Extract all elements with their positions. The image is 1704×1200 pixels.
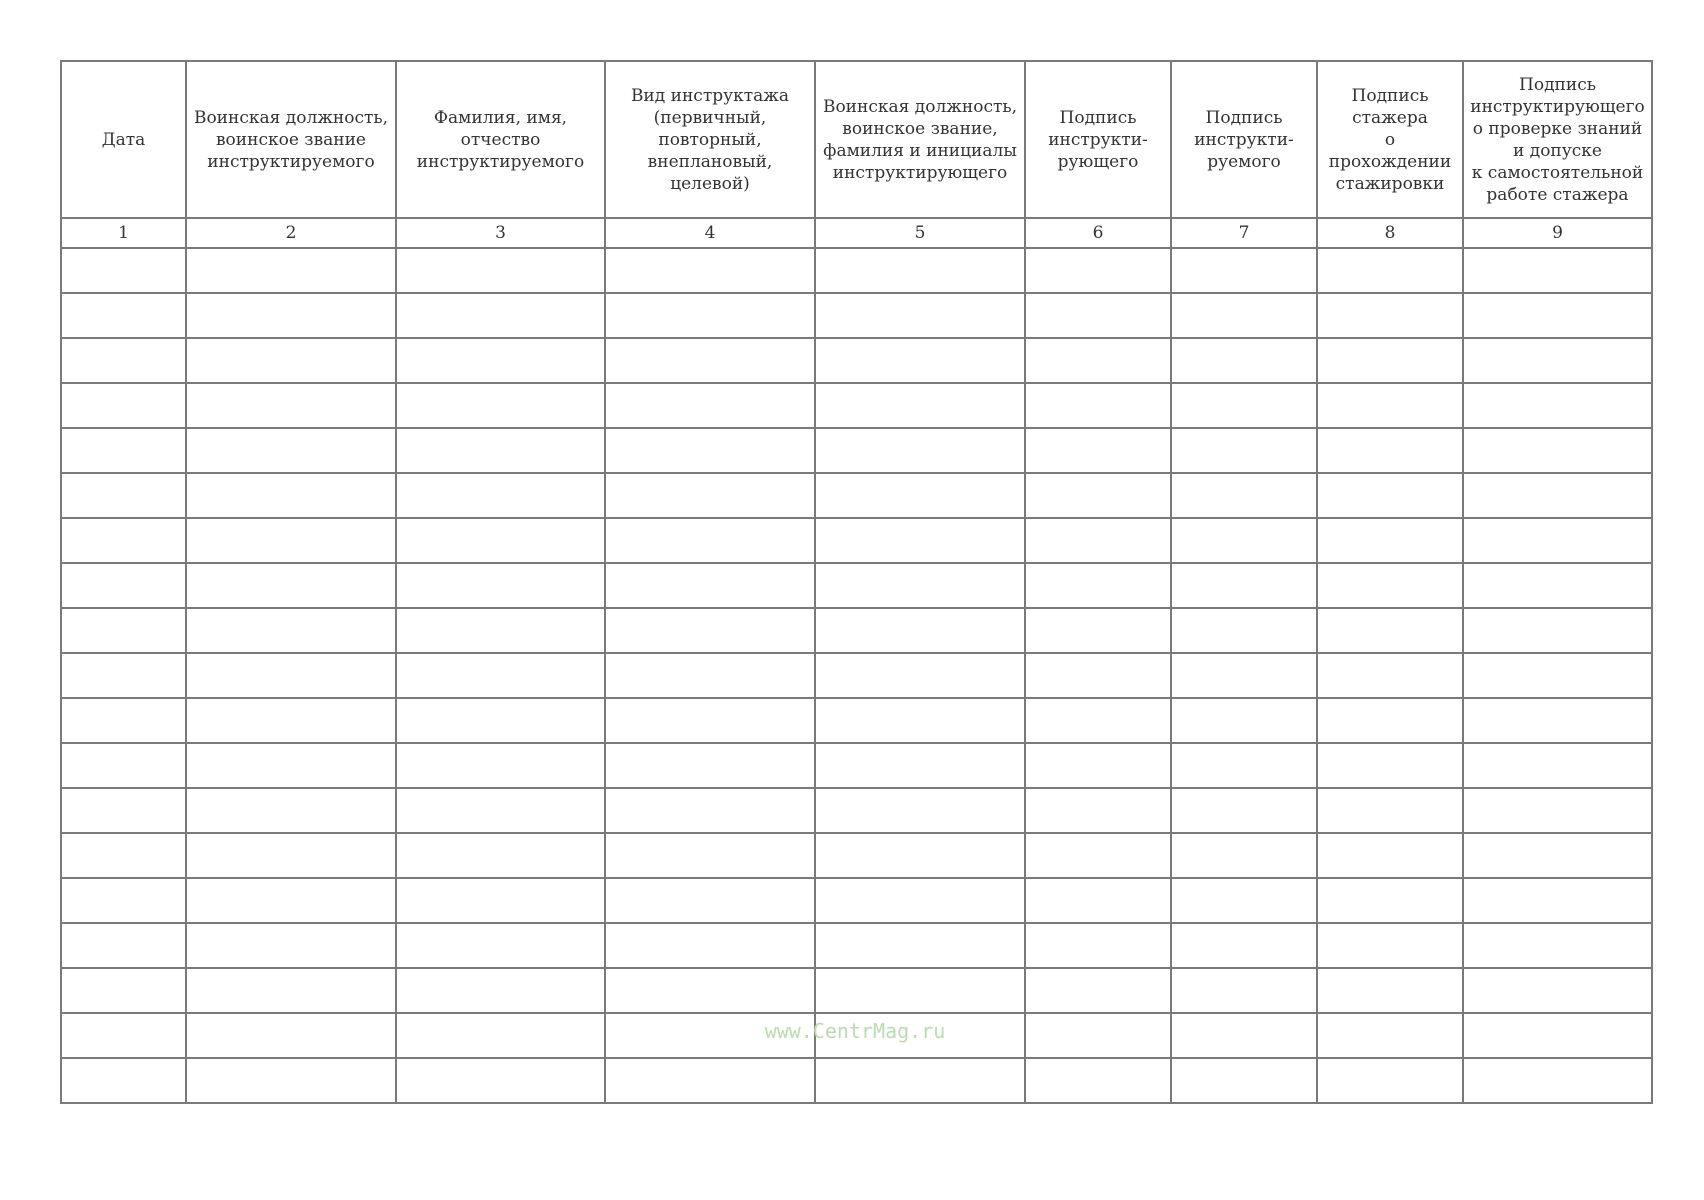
header-intern-signature: Подпись стажера о прохождении стажировки: [1317, 61, 1463, 218]
table-cell: [61, 338, 186, 383]
table-cell: [1463, 878, 1652, 923]
table-cell: [605, 383, 815, 428]
table-cell: [396, 1058, 605, 1103]
table-cell: [815, 518, 1025, 563]
table-cell: [61, 473, 186, 518]
table-cell: [1171, 608, 1317, 653]
table-cell: [396, 473, 605, 518]
table-cell: [1171, 1058, 1317, 1103]
table-cell: [1463, 563, 1652, 608]
header-date: Дата: [61, 61, 186, 218]
column-number: 4: [605, 218, 815, 248]
table-cell: [815, 653, 1025, 698]
table-cell: [186, 833, 396, 878]
table-cell: [1171, 923, 1317, 968]
table-cell: [1317, 473, 1463, 518]
table-cell: [1463, 923, 1652, 968]
table-row: [61, 653, 1652, 698]
table-cell: [1171, 248, 1317, 293]
table-cell: [605, 968, 815, 1013]
table-cell: [396, 878, 605, 923]
column-number: 6: [1025, 218, 1171, 248]
table-cell: [1025, 293, 1171, 338]
table-cell: [61, 833, 186, 878]
column-number: 3: [396, 218, 605, 248]
table-cell: [1171, 383, 1317, 428]
table-cell: [1317, 428, 1463, 473]
table-cell: [1463, 788, 1652, 833]
table-cell: [1317, 698, 1463, 743]
table-cell: [396, 968, 605, 1013]
table-cell: [1317, 833, 1463, 878]
table-cell: [1171, 338, 1317, 383]
column-number: 7: [1171, 218, 1317, 248]
table-cell: [1317, 383, 1463, 428]
table-cell: [1025, 788, 1171, 833]
table-cell: [1171, 293, 1317, 338]
table-cell: [1317, 1058, 1463, 1103]
table-cell: [1463, 1013, 1652, 1058]
header-instructor-admission-signature: Подпись инструктирующего о проверке знаний и допуске к самостоятельной работе стажера: [1463, 61, 1652, 218]
table-cell: [605, 248, 815, 293]
table-cell: [1025, 473, 1171, 518]
table-cell: [605, 518, 815, 563]
table-cell: [605, 878, 815, 923]
column-number: 2: [186, 218, 396, 248]
column-number-row: [61, 218, 1652, 248]
table-cell: [186, 878, 396, 923]
table-cell: [186, 293, 396, 338]
table-cell: [1171, 698, 1317, 743]
table-cell: [186, 698, 396, 743]
table-cell: [396, 563, 605, 608]
table-cell: [605, 923, 815, 968]
table-cell: [61, 383, 186, 428]
table-cell: [186, 653, 396, 698]
table-cell: [186, 788, 396, 833]
table-cell: [815, 338, 1025, 383]
table-cell: [815, 563, 1025, 608]
table-cell: [605, 743, 815, 788]
table-cell: [1025, 1013, 1171, 1058]
table-row: [61, 428, 1652, 473]
table-cell: [1463, 1058, 1652, 1103]
table-row: [61, 788, 1652, 833]
table-cell: [1317, 743, 1463, 788]
table-cell: [61, 518, 186, 563]
table-row: [61, 338, 1652, 383]
table-cell: [61, 1013, 186, 1058]
table-cell: [1463, 968, 1652, 1013]
table-cell: [1025, 878, 1171, 923]
table-cell: [815, 1058, 1025, 1103]
table-cell: [1317, 338, 1463, 383]
table-cell: [396, 293, 605, 338]
table-cell: [396, 338, 605, 383]
table-cell: [396, 383, 605, 428]
table-cell: [396, 608, 605, 653]
table-cell: [815, 428, 1025, 473]
table-cell: [186, 968, 396, 1013]
table-cell: [1171, 878, 1317, 923]
table-cell: [1171, 428, 1317, 473]
table-cell: [815, 923, 1025, 968]
table-cell: [1317, 878, 1463, 923]
table-cell: [605, 338, 815, 383]
table-cell: [186, 338, 396, 383]
table-cell: [396, 518, 605, 563]
table-row: [61, 923, 1652, 968]
table-cell: [815, 878, 1025, 923]
table-cell: [1025, 518, 1171, 563]
table-cell: [1025, 248, 1171, 293]
table-cell: [186, 923, 396, 968]
header-trainee-full-name: Фамилия, имя, отчество инструктируемого: [396, 61, 605, 218]
column-number: 8: [1317, 218, 1463, 248]
table-cell: [1025, 833, 1171, 878]
table-cell: [61, 968, 186, 1013]
table-cell: [1463, 248, 1652, 293]
table-cell: [815, 968, 1025, 1013]
table-row: [61, 1058, 1652, 1103]
table-cell: [815, 293, 1025, 338]
table-cell: [605, 653, 815, 698]
table-row: [61, 608, 1652, 653]
table-cell: [186, 383, 396, 428]
table-cell: [61, 743, 186, 788]
table-cell: [61, 293, 186, 338]
table-cell: [1025, 608, 1171, 653]
table-cell: [396, 923, 605, 968]
table-cell: [1171, 968, 1317, 1013]
table-cell: [1317, 1013, 1463, 1058]
table-cell: [605, 293, 815, 338]
table-cell: [815, 698, 1025, 743]
table-cell: [815, 743, 1025, 788]
table-cell: [605, 833, 815, 878]
table-row: [61, 878, 1652, 923]
watermark: www.CentrMag.ru: [764, 1019, 946, 1043]
table-row: [61, 383, 1652, 428]
table-row: [61, 968, 1652, 1013]
table-cell: [1171, 653, 1317, 698]
table-cell: [1025, 968, 1171, 1013]
table-cell: [61, 698, 186, 743]
table-cell: [396, 1013, 605, 1058]
table-cell: [396, 788, 605, 833]
table-cell: [1463, 338, 1652, 383]
table-cell: [61, 428, 186, 473]
table-cell: [1025, 563, 1171, 608]
table-cell: [1463, 473, 1652, 518]
table-body: [61, 248, 1652, 1103]
table-cell: [815, 608, 1025, 653]
table-cell: [605, 563, 815, 608]
table-cell: [1171, 563, 1317, 608]
table-cell: [186, 1013, 396, 1058]
table-cell: [396, 428, 605, 473]
table-cell: [61, 608, 186, 653]
table-cell: [605, 608, 815, 653]
table-row: [61, 743, 1652, 788]
table-cell: [396, 833, 605, 878]
header-instruction-type: Вид инструктажа (первичный, повторный, внеплановый, целевой): [605, 61, 815, 218]
table-cell: [1025, 1058, 1171, 1103]
table-cell: [815, 788, 1025, 833]
table-cell: [605, 698, 815, 743]
table-cell: [1317, 518, 1463, 563]
table-cell: [1171, 1013, 1317, 1058]
table-cell: [1463, 653, 1652, 698]
table-cell: [815, 833, 1025, 878]
table-cell: [605, 788, 815, 833]
table-cell: [1463, 383, 1652, 428]
table-cell: [1463, 428, 1652, 473]
table-cell: [815, 473, 1025, 518]
table-cell: [1463, 293, 1652, 338]
column-number: 1: [61, 218, 186, 248]
table-cell: [605, 1058, 815, 1103]
header-row: [61, 61, 1652, 218]
table-cell: [186, 428, 396, 473]
table-cell: [396, 653, 605, 698]
table-row: [61, 833, 1652, 878]
table-cell: [396, 743, 605, 788]
column-number: 9: [1463, 218, 1652, 248]
instruction-journal-table: [60, 60, 1653, 1104]
table-row: [61, 698, 1652, 743]
table-row: [61, 293, 1652, 338]
table-cell: [1317, 293, 1463, 338]
table-cell: [61, 923, 186, 968]
table-cell: [605, 428, 815, 473]
table-cell: [1025, 383, 1171, 428]
table-cell: [186, 743, 396, 788]
table-cell: [61, 878, 186, 923]
table-cell: [1317, 653, 1463, 698]
table-cell: [1025, 743, 1171, 788]
table-cell: [1317, 788, 1463, 833]
table-cell: [1171, 518, 1317, 563]
header-trainee-position-rank: Воинская должность, воинское звание инструктируемого: [186, 61, 396, 218]
column-number: 5: [815, 218, 1025, 248]
table-cell: [1463, 743, 1652, 788]
table-cell: [396, 698, 605, 743]
header-instructor-signature: Подпись инструкти- рующего: [1025, 61, 1171, 218]
table-cell: [61, 788, 186, 833]
table-cell: [1317, 968, 1463, 1013]
table-cell: [1317, 248, 1463, 293]
table-cell: [1463, 608, 1652, 653]
table-cell: [1171, 833, 1317, 878]
table-cell: [1025, 698, 1171, 743]
table-cell: [61, 248, 186, 293]
table-cell: [1463, 518, 1652, 563]
table-row: [61, 473, 1652, 518]
table-cell: [1025, 923, 1171, 968]
table-cell: [605, 473, 815, 518]
table-cell: [186, 473, 396, 518]
table-cell: [1025, 653, 1171, 698]
table-cell: [186, 608, 396, 653]
table-cell: [186, 518, 396, 563]
table-cell: [1317, 923, 1463, 968]
table-cell: [61, 1058, 186, 1103]
table-cell: [61, 563, 186, 608]
header-instructor-position-name: Воинская должность, воинское звание, фамилия и инициалы инструктирующего: [815, 61, 1025, 218]
table-cell: [186, 1058, 396, 1103]
table-row: [61, 248, 1652, 293]
table-cell: [1025, 338, 1171, 383]
header-trainee-signature: Подпись инструкти- руемого: [1171, 61, 1317, 218]
table-cell: [61, 653, 186, 698]
table-cell: [1463, 698, 1652, 743]
table-cell: [186, 563, 396, 608]
table-cell: [186, 248, 396, 293]
table-cell: [815, 248, 1025, 293]
table-cell: [396, 248, 605, 293]
table-cell: [1171, 788, 1317, 833]
table-cell: [1463, 833, 1652, 878]
table-row: [61, 563, 1652, 608]
table-cell: [1317, 608, 1463, 653]
table-cell: [1317, 563, 1463, 608]
table-cell: [815, 383, 1025, 428]
table-cell: [1171, 473, 1317, 518]
table-cell: [1025, 428, 1171, 473]
table-cell: [1171, 743, 1317, 788]
table-row: [61, 518, 1652, 563]
